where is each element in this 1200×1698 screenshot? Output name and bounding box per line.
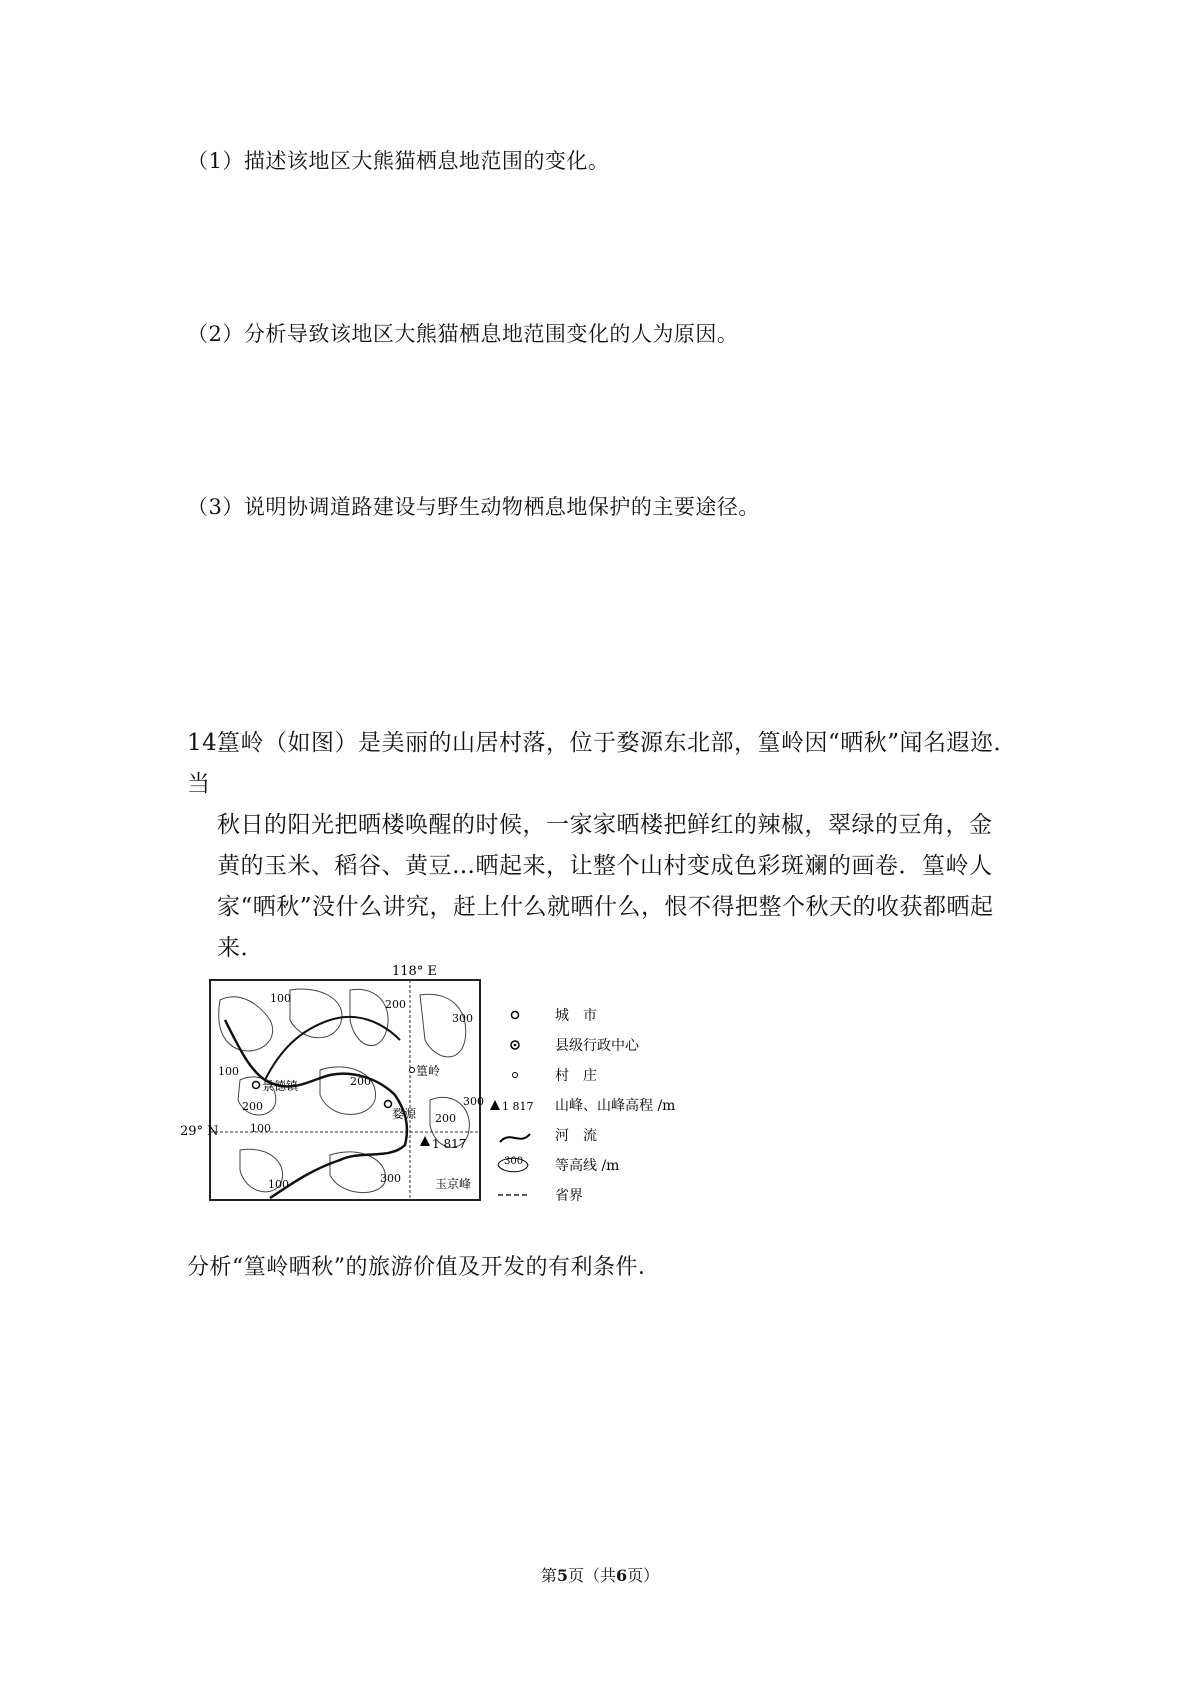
contour-lines bbox=[219, 989, 470, 1193]
question-2: （2）分析导致该地区大熊猫栖息地范围变化的人为原因。 bbox=[187, 322, 739, 346]
passage-line: 来． bbox=[217, 935, 264, 961]
place-jingdezhen: 景德镇 bbox=[262, 1079, 299, 1093]
question-14-ask: 分析“篁岭晒秋”的旅游价值及开发的有利条件． bbox=[187, 1255, 661, 1280]
contour-label: 300 bbox=[463, 1095, 484, 1108]
topographic-map bbox=[180, 960, 760, 1205]
contour-label: 100 bbox=[218, 1065, 239, 1078]
peak-icon bbox=[420, 1136, 430, 1146]
question-number: 14. bbox=[187, 730, 226, 756]
passage-line: 篁岭（如图）是美丽的山居村落，位于婺源东北部，篁岭因“晒秋”闻名遐迩．当 bbox=[187, 730, 1018, 797]
map-frame bbox=[210, 980, 480, 1200]
map-legend bbox=[490, 1008, 675, 1204]
page-number: 5 bbox=[556, 1566, 568, 1585]
river-icon bbox=[500, 1134, 530, 1142]
legend-label: 等高线 /m bbox=[555, 1158, 620, 1174]
question-14 bbox=[187, 723, 1037, 969]
question-1: （1）描述该地区大熊猫栖息地范围的变化。 bbox=[187, 149, 610, 173]
question-3: （3）说明协调道路建设与野生动物栖息地保护的主要途径。 bbox=[187, 495, 760, 519]
contour-label: 100 bbox=[250, 1122, 271, 1135]
passage-line: 家“晒秋”没什么讲究，赶上什么就晒什么，恨不得把整个秋天的收获都晒起 bbox=[217, 894, 994, 920]
legend-label: 河 流 bbox=[555, 1128, 597, 1144]
total-pages: 6 bbox=[616, 1566, 628, 1585]
place-wuyuan: 婺源 bbox=[392, 1107, 417, 1121]
place-huangling: 篁岭 bbox=[416, 1064, 441, 1078]
legend-label: 县级行政中心 bbox=[555, 1038, 639, 1054]
latitude-label: 29° N bbox=[180, 1124, 219, 1139]
passage-line: 秋日的阳光把晒楼唤醒的时候，一家家晒楼把鲜红的辣椒，翠绿的豆角，金 bbox=[217, 812, 993, 838]
contour-label: 300 bbox=[380, 1172, 401, 1185]
city-icon bbox=[512, 1012, 519, 1019]
contour-label: 200 bbox=[242, 1100, 263, 1113]
place-peak: 玉京峰 bbox=[435, 1177, 472, 1191]
contour-label: 100 bbox=[270, 992, 291, 1005]
peak-icon bbox=[490, 1100, 500, 1110]
village-marker bbox=[410, 1068, 415, 1073]
contour-label-group bbox=[218, 992, 484, 1191]
legend-symbol: 1 817 bbox=[502, 1100, 534, 1113]
county-marker bbox=[385, 1101, 392, 1108]
legend-label: 省界 bbox=[555, 1188, 583, 1204]
longitude-label: 118° E bbox=[392, 964, 437, 979]
legend-label: 城 市 bbox=[555, 1008, 597, 1024]
river-branch bbox=[265, 1017, 400, 1080]
contour-label: 300 bbox=[452, 1012, 473, 1025]
legend-label: 山峰、山峰高程 /m bbox=[555, 1098, 676, 1114]
legend-label: 村 庄 bbox=[555, 1068, 597, 1084]
contour-label: 100 bbox=[268, 1178, 289, 1191]
contour-label: 200 bbox=[350, 1075, 371, 1088]
page-footer: 第5页（共6页） bbox=[540, 1566, 660, 1585]
contour-label: 200 bbox=[435, 1112, 456, 1125]
village-icon bbox=[513, 1073, 518, 1078]
contour-label: 200 bbox=[385, 998, 406, 1011]
city-marker bbox=[253, 1082, 260, 1089]
peak-elevation: 1 817 bbox=[432, 1137, 467, 1151]
passage-line: 黄的玉米、稻谷、黄豆…晒起来，让整个山村变成色彩斑斓的画卷．篁岭人 bbox=[217, 853, 993, 879]
legend-symbol: 300 bbox=[504, 1156, 524, 1167]
